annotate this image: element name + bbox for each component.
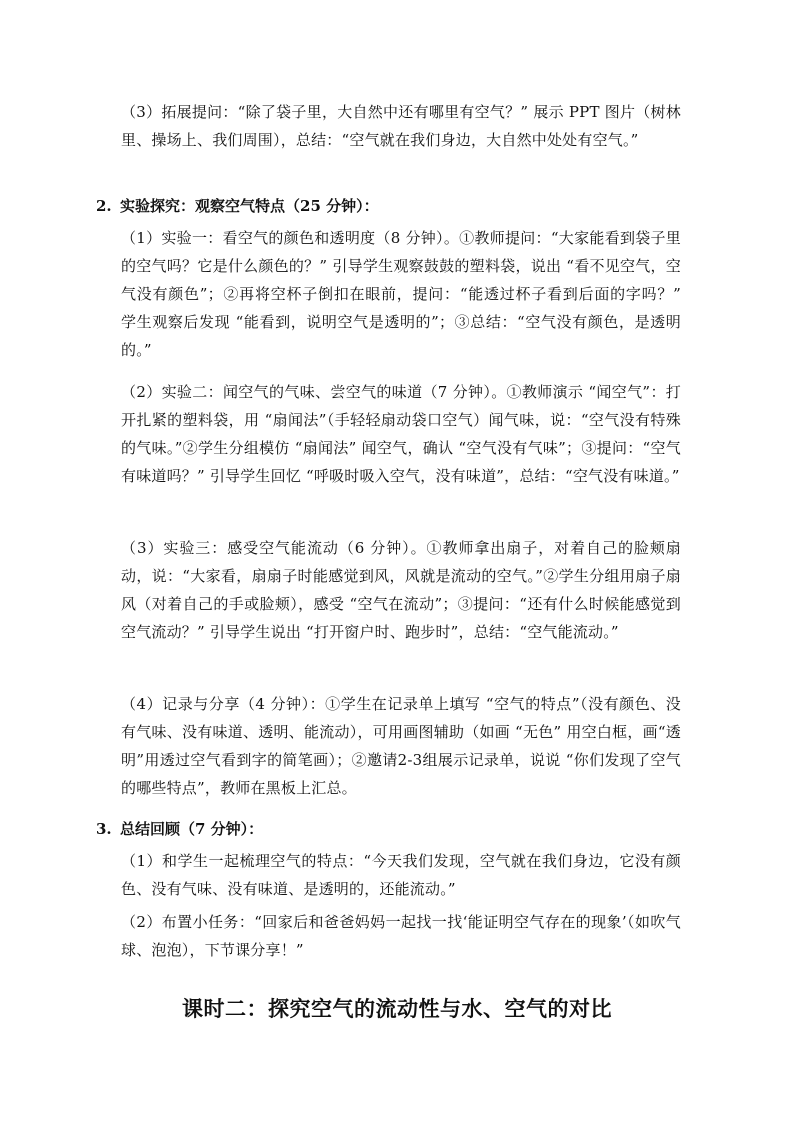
paragraph-summary: （1）和学生一起梳理空气的特点：“今天我们发现，空气就在我们身边，它没有颜色、没有气味、没有味道、是透明的，还能流动。” <box>121 852 681 898</box>
heading-experiment-exploration <box>96 192 379 220</box>
paragraph-extension-question: （3）拓展提问：“除了袋子里，大自然中还有哪里有空气？” 展示 PPT 图片（树林里、操场上、我们周围），总结：“空气就在我们身边，大自然中处处有空气。” <box>121 103 681 149</box>
paragraph-record-and-share: （4）记录与分享（4 分钟）：①学生在记录单上填写 “空气的特点”（没有颜色、没有气味、没有味道、透明、能流动），可用画图辅助（如画 “无色” 用空白框，画“透明”用透过空气看到字的简笔画）；②邀请2-3组展示记录单，说说 “你们发现了空气的哪些特点”，教师在黑板上汇总。 <box>121 695 681 797</box>
paragraph-homework-task: （2）布置小任务：“回家后和爸爸妈妈一起找一找‘能证明空气存在的现象’（如吹气球、泡泡），下节课分享！” <box>121 913 681 959</box>
paragraph-experiment-three: （3）实验三：感受空气能流动（6 分钟）。①教师拿出扇子，对着自己的脸颊扇动，说：“大家看，扇扇子时能感觉到风，风就是流动的空气。”②学生分组用扇子扇风（对着自己的手或脸颊），感受 “空气在流动”；③提问：“还有什么时候能感觉到空气流动？” 引导学生说出 “打开窗户时、跑步时”，总结：“空气能流动。” <box>121 539 681 641</box>
heading-text: 实验探究：观察空气特点（25 分钟）： <box>120 197 379 215</box>
heading-number: 3. <box>96 820 112 838</box>
paragraph-experiment-one: （1）实验一：看空气的颜色和透明度（8 分钟）。①教师提问：“大家能看到袋子里的空气吗？它是什么颜色的？” 引导学生观察鼓鼓的塑料袋，说出 “看不见空气，空气没有颜色”；②再将空杯子倒扣在眼前，提问：“能透过杯子看到后面的字吗？” 学生观察后发现 “能看到，说明空气是透明的”；③总结：“空气没有颜色，是透明的。” <box>121 229 681 359</box>
heading-number: 2. <box>96 197 112 215</box>
heading-text: 总结回顾（7 分钟）： <box>120 820 264 838</box>
section-title: 课时二：探究空气的流动性与水、空气的对比 <box>182 996 612 1021</box>
paragraph-experiment-two: （2）实验二：闻空气的气味、尝空气的味道（7 分钟）。①教师演示 “闻空气”：打开扎紧的塑料袋，用 “扇闻法”（手轻轻扇动袋口空气）闻气味，说：“空气没有特殊的气味。”②学生分组模仿 “扇闻法” 闻空气，确认 “空气没有气味”；③提问：“空气有味道吗？” 引导学生回忆 “呼吸时吸入空气，没有味道”，总结：“空气没有味道。” <box>121 383 681 485</box>
heading-summary-review <box>96 815 263 843</box>
